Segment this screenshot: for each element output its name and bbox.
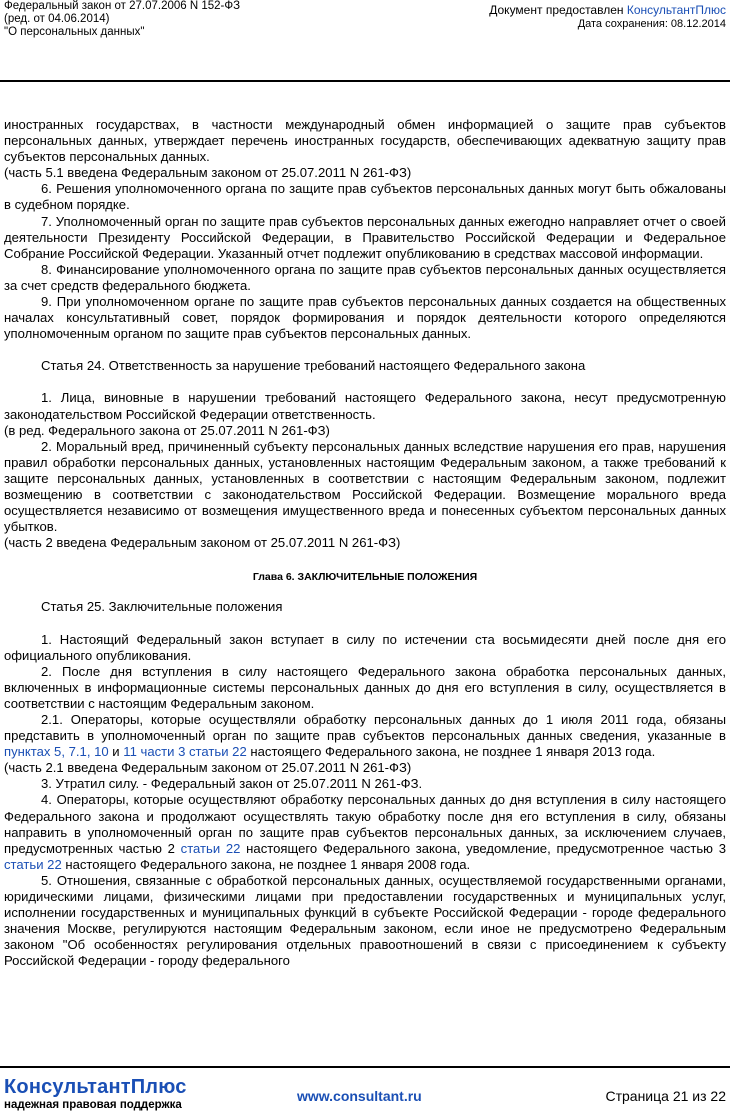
save-date: Дата сохранения: 08.12.2014: [577, 18, 726, 30]
site-link[interactable]: www.consultant.ru: [297, 1088, 422, 1104]
amendment-note: (часть 5.1 введена Федеральным законом от 25.07.2011 N 261-ФЗ): [4, 165, 412, 181]
consultant-logo: КонсультантПлюс надежная правовая поддержка: [4, 1076, 187, 1111]
header-divider: [0, 80, 730, 82]
law-title: Федеральный закон от 27.07.2006 N 152-ФЗ: [4, 0, 241, 12]
paragraph: иностранных государствах, в частности международный обмен информацией о защите прав субъектов персональных данных, утверждает перечень иностранных государств, обеспечивающих адекватную защиту прав субъектов персональных данных.: [4, 117, 726, 165]
law-revision: (ред. от 04.06.2014): [4, 13, 110, 25]
article-24-title: Статья 24. Ответственность за нарушение требований настоящего Федерального закона: [41, 358, 586, 374]
paragraph: 7. Уполномоченный орган по защите прав субъектов персональных данных ежегодно направляет отчет о своей деятельности Президенту Российской Федерации, в Правительство Российской Федерации и Федеральное Собрание Российской Федерации. Указанный отчет подлежит опубликованию в средствах массовой информации.: [4, 213, 726, 261]
paragraph: 1. Лица, виновные в нарушении требований настоящего Федерального закона, несут предусмотренную законодательством Российской Федерации ответственность.: [4, 390, 726, 422]
document-header-left: [4, 0, 240, 39]
paragraph: 5. Отношения, связанные с обработкой персональных данных, осуществляемой государственными органами, юридическими лицами, физическими лицами при предоставлении государственных и муниципальных услуг, исполнении государственных и муниципальных функций в субъекте Российской Федерации - городе федерального значения Москве, регулируются настоящим Федеральным законом, если иное не предусмотрено Федеральным законом "Об особенностях регулирования отдельных правоотношений в связи с присоединением к субъекту Российской Федерации - городу федерального: [4, 872, 726, 969]
document-header-right: [489, 3, 726, 31]
document-body: [4, 117, 726, 970]
paragraph: 1. Настоящий Федеральный закон вступает в силу по истечении ста восьмидесяти дней после дня его официального опубликования.: [4, 631, 726, 663]
paragraph: 6. Решения уполномоченного органа по защите прав субъектов персональных данных могут быть обжалованы в судебном порядке.: [4, 181, 726, 213]
amendment-note: (часть 2.1 введена Федеральным законом от 25.07.2011 N 261-ФЗ): [4, 760, 412, 776]
chapter-6-title: Глава 6. ЗАКЛЮЧИТЕЛЬНЫЕ ПОЛОЖЕНИЯ: [252, 571, 478, 584]
brand-link[interactable]: КонсультантПлюс: [626, 3, 726, 17]
article-25-title: Статья 25. Заключительные положения: [41, 599, 283, 615]
law-name: "О персональных данных": [4, 26, 145, 38]
paragraph: 8. Финансирование уполномоченного органа по защите прав субъектов персональных данных осуществляется за счет средств федерального бюджета.: [4, 261, 726, 293]
page-counter: Страница 21 из 22: [605, 1088, 726, 1104]
paragraph: 2. После дня вступления в силу настоящего Федерального закона обработка персональных данных, включенных в информационные системы персональных данных до дня его вступления в силу, осуществляется в соответствии с настоящим Федеральным законом.: [4, 663, 726, 711]
footer-divider: [0, 1066, 730, 1068]
paragraph: 2.1. Операторы, которые осуществляли обработку персональных данных до 1 июля 2011 года, обязаны представить в уполномоченный орган по защите прав субъектов персональных данных сведения, указанные в пунктах 5, 7.1, 10 и 11 части 3 статьи 22 настоящего Федерального закона, не позднее 1 января 2013 года.: [4, 712, 726, 760]
amendment-note: (часть 2 введена Федеральным законом от 25.07.2011 N 261-ФЗ): [4, 535, 401, 551]
paragraph: 3. Утратил силу. - Федеральный закон от 25.07.2011 N 261-ФЗ.: [41, 776, 423, 792]
amendment-note: (в ред. Федерального закона от 25.07.2011 N 261-ФЗ): [4, 422, 330, 438]
paragraph: 4. Операторы, которые осуществляют обработку персональных данных до дня вступления в силу настоящего Федерального закона и продолжают осуществлять такую обработку после дня его вступления в силу, обязаны направить в уполномоченный орган по защите прав субъектов персональных данных, за исключением случаев, предусмотренных частью 2 статьи 22 настоящего Федерального закона, уведомление, предусмотренное частью 3 статьи 22 настоящего Федерального закона, не позднее 1 января 2008 года.: [4, 792, 726, 872]
paragraph: 9. При уполномоченном органе по защите прав субъектов персональных данных создается на общественных началах консультативный совет, порядок формирования и порядок деятельности которого определяются уполномоченным органом по защите прав субъектов персональных данных.: [4, 294, 726, 342]
provided-by: Документ предоставлен КонсультантПлюс: [489, 3, 726, 17]
law-link[interactable]: пунктах 5, 7.1, 10: [4, 744, 109, 760]
law-link[interactable]: 11 части 3 статьи 22: [123, 744, 247, 760]
law-link[interactable]: статьи 22: [4, 856, 62, 872]
law-link[interactable]: статьи 22: [180, 840, 241, 856]
paragraph: 2. Моральный вред, причиненный субъекту персональных данных вследствие нарушения его прав, нарушения правил обработки персональных данных, установленных настоящим Федеральным законом, а также требований к защите персональных данных, установленных в соответствии с настоящим Федеральным законом, подлежит возмещению в соответствии с законодательством Российской Федерации. Возмещение морального вреда осуществляется независимо от возмещения имущественного вреда и понесенных субъектом персональных данных убытков.: [4, 438, 726, 535]
